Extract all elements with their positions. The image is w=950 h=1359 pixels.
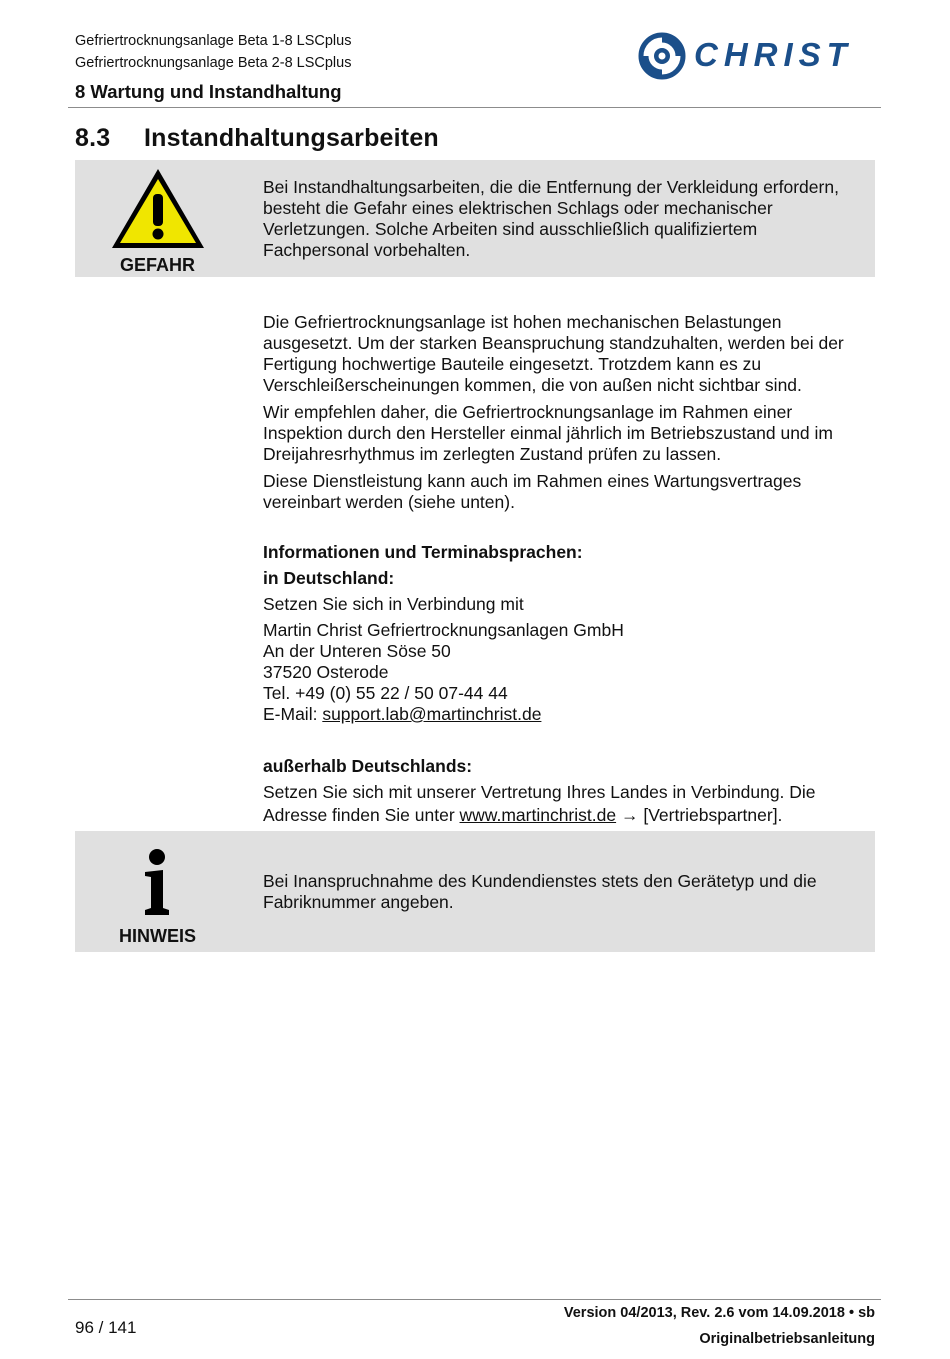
footer-divider: [68, 1299, 881, 1300]
abroad-text: [263, 782, 883, 826]
christ-logo: [638, 30, 878, 82]
email-line: [263, 704, 624, 725]
version-info: Version 04/2013, Rev. 2.6 vom 14.09.2018 • sb: [563, 1305, 875, 1321]
body-paragraph-contract: Diese Dienstleistung kann auch im Rahmen eines Wartungsvertrages vereinbart werden (siehe unten).: [263, 471, 802, 512]
website-link[interactable]: www.martinchrist.de: [459, 805, 617, 825]
page-number: 96 / 141: [75, 1318, 137, 1337]
phone-number: Tel. +49 (0) 55 22 / 50 07-44 44: [263, 683, 508, 703]
note-box: [75, 831, 875, 952]
note-label: HINWEIS: [118, 926, 196, 946]
danger-label: GEFAHR: [119, 255, 195, 275]
body-text-block: [263, 312, 883, 519]
email-prefix: E-Mail:: [263, 704, 323, 724]
header-chapter-title: 8 Wartung und Instandhaltung: [75, 81, 342, 102]
abroad-heading: außerhalb Deutschlands:: [263, 756, 473, 776]
logo-wordmark: CHRIST: [694, 36, 853, 73]
abroad-text-line-2: [263, 805, 883, 826]
header-divider: [68, 107, 881, 108]
address-street: An der Unteren Söse 50: [263, 641, 451, 661]
abroad-text-prefix: Adresse finden Sie unter: [263, 805, 460, 825]
abroad-text-line-1: Setzen Sie sich mit unserer Vertretung Ihres Landes in Verbindung. Die: [263, 782, 816, 802]
company-name: Martin Christ Gefriertrocknungsanlagen GmbH: [263, 620, 624, 640]
contact-heading: Informationen und Terminabsprachen:: [263, 542, 583, 562]
address-city: 37520 Osterode: [263, 662, 389, 682]
address-block: [263, 620, 624, 725]
header-product-line-2: Gefriertrocknungsanlage Beta 2-8 LSCplus: [75, 55, 352, 71]
document-type: Originalbetriebsanleitung: [699, 1331, 875, 1347]
body-paragraph-wear: Die Gefriertrocknungsanlage ist hohen mechanischen Belastungen ausgesetzt. Um der starken Beanspruchung standzuhalten, werden bei der Fertigung hochwertige Bauteile eingesetzt. Trotzdem kann es zu Verschleißerscheinungen kommen, die von außen nicht sichtbar sind.: [263, 312, 844, 395]
body-paragraph-inspection: Wir empfehlen daher, die Gefriertrocknungsanlage im Rahmen einer Inspektion durch den Hersteller einmal jährlich im Betriebszustand und im Dreijahresrhythmus im zerlegten Zustand prüfen zu lassen.: [263, 402, 833, 464]
arrow-right-icon: →: [616, 805, 644, 825]
section-number: 8.3: [75, 124, 111, 152]
header-product-line-1: Gefriertrocknungsanlage Beta 1-8 LSCplus: [75, 33, 352, 49]
germany-heading: in Deutschland:: [263, 568, 395, 588]
email-link[interactable]: support.lab@martinchrist.de: [322, 704, 542, 724]
info-icon: [142, 848, 172, 918]
danger-text: Bei Instandhaltungsarbeiten, die die Entfernung der Verkleidung erfordern, besteht die Gefahr eines elektrischen Schlags oder mechanischer Verletzungen. Solche Arbeiten sind ausschließlich qualifiziertem Fachpersonal vorbehalten.: [263, 177, 839, 260]
warning-triangle-icon: [109, 166, 207, 252]
abroad-text-suffix: [Vertriebspartner].: [643, 805, 783, 825]
danger-box: [75, 160, 875, 277]
germany-intro: Setzen Sie sich in Verbindung mit: [263, 594, 524, 614]
section-title: Instandhaltungsarbeiten: [144, 124, 439, 152]
note-text: Bei Inanspruchnahme des Kundendienstes stets den Gerätetyp und die Fabriknummer angeben.: [263, 871, 817, 912]
